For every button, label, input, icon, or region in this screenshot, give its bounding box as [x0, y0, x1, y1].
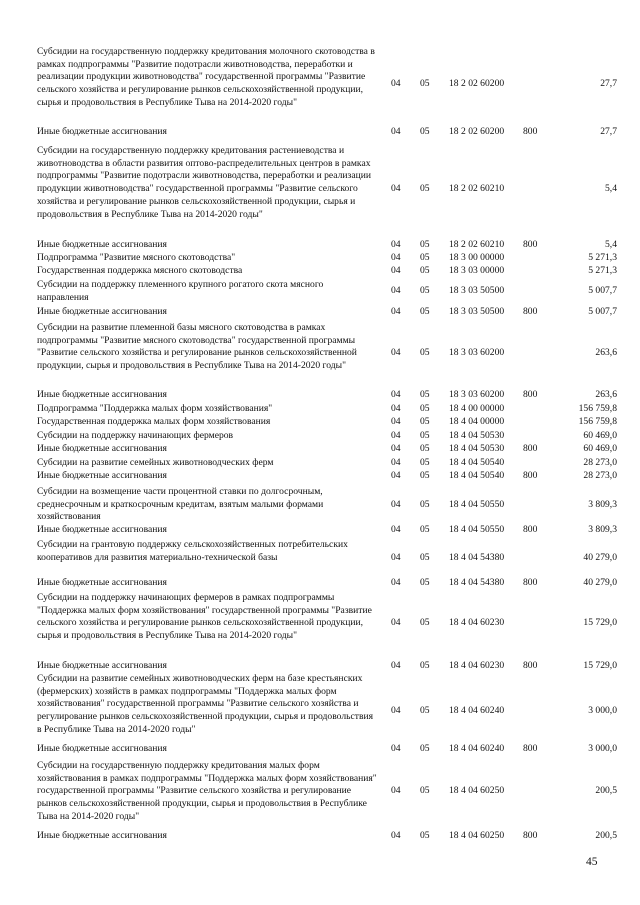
row-name: Иные бюджетные ассигнования [37, 443, 167, 454]
row-amount: 40 279,0 [583, 551, 617, 563]
row-subsection: 05 [420, 306, 430, 317]
row-subsection: 05 [420, 830, 430, 841]
table-row [0, 389, 640, 402]
table-row [0, 524, 640, 537]
row-amount: 28 273,0 [583, 470, 617, 481]
table-row [0, 145, 640, 234]
table-row [0, 416, 640, 429]
table-row [0, 46, 640, 122]
row-code: 18 4 04 50540 [449, 457, 505, 468]
row-section: 04 [391, 704, 401, 716]
row-amount: 28 273,0 [583, 457, 617, 468]
table-row [0, 430, 640, 443]
row-section: 04 [391, 524, 401, 535]
row-amount: 60 469,0 [583, 430, 617, 441]
row-amount: 200,5 [595, 785, 617, 797]
row-name: Субсидии на поддержку начинающих фермеров [37, 430, 234, 441]
row-subsection: 05 [420, 389, 430, 400]
row-subsection: 05 [420, 704, 430, 716]
row-subsection: 05 [420, 347, 430, 359]
row-subsection: 05 [420, 498, 430, 510]
row-code: 18 3 00 00000 [449, 252, 505, 263]
row-code: 18 2 02 60200 [449, 77, 505, 89]
row-amount: 15 729,0 [583, 660, 617, 671]
row-expense-type: 800 [523, 126, 538, 137]
row-section: 04 [391, 389, 401, 400]
row-name: Субсидии на государственную поддержку кредитования растениеводства и животноводства в области развития оптово-распределительных центров в рамках подпрограммы "Развитие подотрасли животноводства, переработки и реализации продукции животноводства" государственной программы "Развитие сельского хозяйства и регулирование рынков сельскохозяйственной продукции, сырья и продовольствия в Республике Тыва на 2014-2020 годы" [37, 145, 371, 220]
row-subsection: 05 [420, 470, 430, 481]
row-expense-type: 800 [523, 577, 538, 588]
row-section: 04 [391, 252, 401, 263]
row-name: Государственная поддержка мясного скотоводства [37, 265, 243, 276]
row-subsection: 05 [420, 524, 430, 535]
row-amount: 200,5 [595, 830, 617, 841]
row-section: 04 [391, 457, 401, 468]
row-name: Субсидии на государственную поддержку кредитования молочного скотоводства в рамках подпрограммы "Развитие подотрасли животноводства, переработки и реализации продукции животноводства" государственной программы "Развитие сельского хозяйства и регулирование рынков сельскохозяйственной продукции, сырья и продовольствия в Республике Тыва на 2014-2020 годы" [37, 46, 375, 108]
row-code: 18 4 04 50550 [449, 524, 505, 535]
row-expense-type: 800 [523, 743, 538, 754]
row-subsection: 05 [420, 77, 430, 89]
row-name: Иные бюджетные ассигнования [37, 743, 167, 754]
row-amount: 27,7 [600, 77, 617, 89]
table-row [0, 239, 640, 252]
table-row [0, 743, 640, 756]
table-row [0, 443, 640, 456]
row-code: 18 4 04 60240 [449, 743, 505, 754]
row-code: 18 4 04 60250 [449, 785, 505, 797]
row-code: 18 4 04 00000 [449, 416, 505, 427]
row-section: 04 [391, 77, 401, 89]
row-code: 18 2 02 60210 [449, 183, 505, 195]
row-section: 04 [391, 416, 401, 427]
row-expense-type: 800 [523, 830, 538, 841]
row-code: 18 4 04 54380 [449, 551, 505, 563]
row-expense-type: 800 [523, 239, 538, 250]
row-amount: 3 809,3 [588, 524, 617, 535]
row-code: 18 2 02 60210 [449, 239, 505, 250]
row-amount: 15 729,0 [583, 617, 617, 629]
row-amount: 3 809,3 [588, 498, 617, 510]
row-section: 04 [391, 498, 401, 510]
row-code: 18 4 04 50530 [449, 443, 505, 454]
row-code: 18 3 03 50500 [449, 285, 505, 297]
row-expense-type: 800 [523, 389, 538, 400]
row-amount: 5,4 [605, 239, 617, 250]
row-subsection: 05 [420, 660, 430, 671]
row-expense-type: 800 [523, 443, 538, 454]
row-amount: 5 271,3 [588, 265, 617, 276]
row-subsection: 05 [420, 551, 430, 563]
row-amount: 5 271,3 [588, 252, 617, 263]
row-amount: 27,7 [600, 126, 617, 137]
row-name: Государственная поддержка малых форм хозяйствования [37, 416, 271, 427]
row-name: Субсидии на возмещение части процентной ставки по долгосрочным, среднесрочным и краткосрочным кредитам, взятым малыми формами хозяйствования [37, 486, 324, 523]
row-section: 04 [391, 660, 401, 671]
row-subsection: 05 [420, 743, 430, 754]
row-subsection: 05 [420, 285, 430, 297]
row-name: Субсидии на грантовую поддержку сельскохозяйственных потребительских кооперативов для развития материально-технической базы [37, 539, 348, 563]
table-row [0, 265, 640, 278]
row-code: 18 4 04 50540 [449, 470, 505, 481]
row-subsection: 05 [420, 265, 430, 276]
row-code: 18 4 04 50550 [449, 498, 505, 510]
row-amount: 3 000,0 [588, 704, 617, 716]
row-section: 04 [391, 551, 401, 563]
table-row [0, 577, 640, 590]
row-section: 04 [391, 470, 401, 481]
table-row [0, 673, 640, 749]
row-section: 04 [391, 239, 401, 250]
row-amount: 156 759,8 [578, 416, 617, 427]
table-row [0, 539, 640, 577]
row-code: 18 3 03 60200 [449, 389, 505, 400]
row-subsection: 05 [420, 252, 430, 263]
row-name: Иные бюджетные ассигнования [37, 239, 167, 250]
table-row [0, 470, 640, 483]
row-amount: 40 279,0 [583, 577, 617, 588]
row-section: 04 [391, 443, 401, 454]
table-row [0, 660, 640, 673]
table-row [0, 830, 640, 843]
row-name: Субсидии на государственную поддержку кредитования малых форм хозяйствования в рамках подпрограммы "Поддержка малых форм хозяйствования" государственной программы "Развитие сельского хозяйства и регулирование рынков сельскохозяйственной продукции, сырья и продовольствия в Республике Тыва на 2014-2020 годы" [37, 760, 377, 822]
row-code: 18 3 03 60200 [449, 347, 505, 359]
row-section: 04 [391, 285, 401, 297]
row-code: 18 3 03 50500 [449, 306, 505, 317]
row-section: 04 [391, 830, 401, 841]
table-row [0, 279, 640, 304]
row-name: Иные бюджетные ассигнования [37, 524, 167, 535]
row-amount: 60 469,0 [583, 443, 617, 454]
row-subsection: 05 [420, 430, 430, 441]
row-amount: 156 759,8 [578, 403, 617, 414]
table-row [0, 126, 640, 139]
row-name: Субсидии на поддержку начинающих фермеров в рамках подпрограммы "Поддержка малых форм хозяйствования" государственной программы "Развитие сельского хозяйства и регулирование рынков сельскохозяйственной продукции, сырья и продовольствия в Республике Тыва на 2014-2020 годы" [37, 592, 372, 642]
row-section: 04 [391, 347, 401, 359]
row-code: 18 4 04 54380 [449, 577, 505, 588]
row-section: 04 [391, 785, 401, 797]
table-row [0, 592, 640, 656]
row-subsection: 05 [420, 457, 430, 468]
row-amount: 5,4 [605, 183, 617, 195]
row-section: 04 [391, 183, 401, 195]
row-code: 18 4 04 60230 [449, 660, 505, 671]
row-subsection: 05 [420, 183, 430, 195]
page-number: 45 [586, 856, 598, 868]
row-amount: 263,6 [595, 347, 617, 359]
table-row [0, 457, 640, 470]
row-name: Подпрограмма "Поддержка малых форм хозяйствования" [37, 403, 273, 414]
row-section: 04 [391, 617, 401, 629]
row-code: 18 4 04 60240 [449, 704, 505, 716]
table-row [0, 306, 640, 319]
row-name: Субсидии на развитие племенной базы мясного скотоводства в рамках подпрограммы "Развитие мясного скотоводства" государственной программы "Развитие сельского хозяйства и регулирование рынков сельскохозяйственной продукции, сырья и продовольствия в Республике Тыва на 2014-2020 годы" [37, 322, 357, 372]
table-row [0, 403, 640, 416]
table-row [0, 322, 640, 386]
row-amount: 5 007,7 [588, 306, 617, 317]
row-subsection: 05 [420, 416, 430, 427]
row-code: 18 4 00 00000 [449, 403, 505, 414]
table-row [0, 760, 640, 824]
row-subsection: 05 [420, 577, 430, 588]
row-name: Иные бюджетные ассигнования [37, 306, 167, 317]
row-section: 04 [391, 403, 401, 414]
row-subsection: 05 [420, 785, 430, 797]
row-subsection: 05 [420, 617, 430, 629]
row-code: 18 4 04 50530 [449, 430, 505, 441]
row-name: Подпрограмма "Развитие мясного скотоводства" [37, 252, 236, 263]
row-section: 04 [391, 577, 401, 588]
row-amount: 3 000,0 [588, 743, 617, 754]
row-name: Субсидии на развитие семейных животноводческих ферм на базе крестьянских (фермерских) хозяйств в рамках подпрограммы "Поддержка малых форм хозяйствования" государственной программы "Развитие сельского хозяйства и регулирование рынков сельскохозяйственной продукции, сырья и продовольствия в Республике Тыва на 2014-2020 годы" [37, 673, 374, 735]
row-name: Иные бюджетные ассигнования [37, 126, 167, 137]
row-section: 04 [391, 265, 401, 276]
row-name: Иные бюджетные ассигнования [37, 470, 167, 481]
row-name: Иные бюджетные ассигнования [37, 577, 167, 588]
row-subsection: 05 [420, 403, 430, 414]
row-amount: 5 007,7 [588, 285, 617, 297]
row-name: Субсидии на развитие семейных животноводческих ферм [37, 457, 274, 468]
row-section: 04 [391, 306, 401, 317]
row-section: 04 [391, 430, 401, 441]
row-code: 18 2 02 60200 [449, 126, 505, 137]
row-code: 18 4 04 60250 [449, 830, 505, 841]
row-name: Иные бюджетные ассигнования [37, 660, 167, 671]
row-expense-type: 800 [523, 470, 538, 481]
row-section: 04 [391, 743, 401, 754]
row-subsection: 05 [420, 443, 430, 454]
row-code: 18 4 04 60230 [449, 617, 505, 629]
row-expense-type: 800 [523, 306, 538, 317]
row-expense-type: 800 [523, 660, 538, 671]
row-subsection: 05 [420, 239, 430, 250]
row-section: 04 [391, 126, 401, 137]
row-name: Иные бюджетные ассигнования [37, 389, 167, 400]
row-name: Иные бюджетные ассигнования [37, 830, 167, 841]
row-code: 18 3 03 00000 [449, 265, 505, 276]
row-amount: 263,6 [595, 389, 617, 400]
row-expense-type: 800 [523, 524, 538, 535]
table-row [0, 486, 640, 524]
row-name: Субсидии на поддержку племенного крупного рогатого скота мясного направления [37, 279, 324, 303]
table-row [0, 252, 640, 265]
row-subsection: 05 [420, 126, 430, 137]
